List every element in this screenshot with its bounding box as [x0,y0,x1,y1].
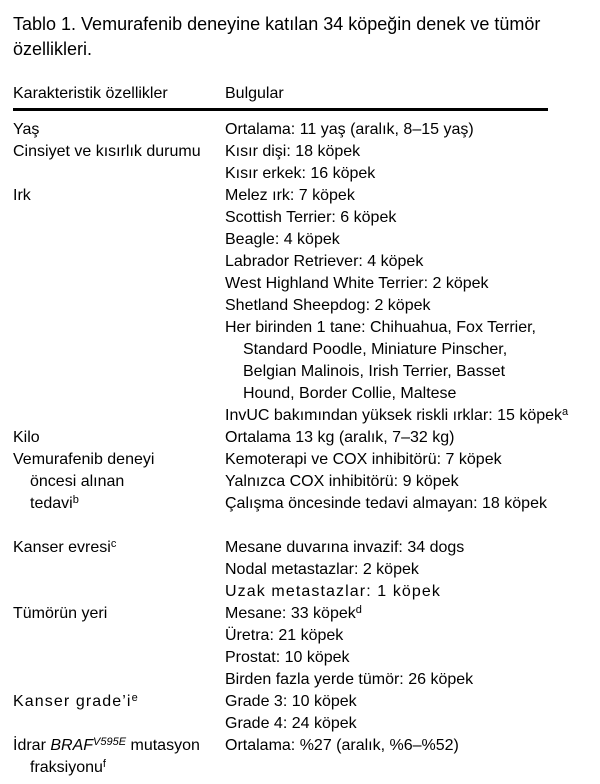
finding-line: Ortalama: %27 (aralık, %6–%52) [225,737,459,754]
row-label: İdrar $BRAF^{V595E}$ mutasyon [13,736,200,754]
finding-line: Prostat: 10 köpek [225,649,350,666]
finding-line: Mesane: 33 köpek$^d$ [225,604,362,622]
table-caption: Tablo 1. Vemurafenib deneyine katılan 34 köpeğin denek ve tümör özellikleri. [13,14,541,59]
finding-line: West Highland White Terrier: 2 köpek [225,275,489,292]
finding-line: Belgian Malinois, Irish Terrier, Basset [243,363,506,380]
table-header-row [13,83,592,105]
finding-line: Grade 3: 10 köpek [225,693,357,710]
finding-line: Ortalama: 11 yaş (aralık, 8–15 yaş) [225,121,474,138]
finding-line: Çalışma öncesinde tedavi almayan: 18 köpek [225,495,547,512]
finding-line: Standard Poodle, Miniature Pinscher, [243,341,508,358]
footnote-marker-e: e [131,692,139,705]
finding-line: Labrador Retriever: 4 köpek [225,253,424,270]
finding-line: Üretra: 21 köpek [225,627,344,644]
table-body [13,111,592,779]
table-row-braf-mutation [13,735,592,779]
row-label: tedavi$^b$ [30,494,79,512]
row-label: öncesi alınan [30,473,125,490]
column-header-characteristics: Karakteristik özellikler [13,85,168,102]
table-row-tumor-location [13,603,592,691]
finding-line: Nodal metastazlar: 2 köpek [225,561,419,578]
row-label: Kanser evresi$^c$ [13,538,117,556]
table-row-weight [13,427,592,449]
finding-line: Scottish Terrier: 6 köpek [225,209,397,226]
table-row-sex [13,141,592,185]
footnote-marker-c: c [110,538,117,551]
finding-line: Hound, Border Collie, Maltese [243,385,457,402]
table-row-cancer-stage [13,537,592,603]
finding-line: Birden fazla yerde tümör: 26 köpek [225,671,474,688]
finding-line: Her birinden 1 tane: Chihuahua, Fox Terrier, [225,319,536,336]
row-label: Kilo [13,429,40,446]
row-label: Vemurafenib deneyi [13,451,155,468]
mutation-variant-superscript: V595E [93,736,127,749]
table-row-age [13,119,592,141]
footnote-marker-b: b [72,494,79,507]
row-label: Tümörün yeri [13,605,108,622]
finding-line: Kısır erkek: 16 köpek [225,165,376,182]
finding-line: Beagle: 4 köpek [225,231,340,248]
table-row-breed [13,185,592,427]
footnote-marker-a: a [562,406,569,419]
finding-line: Uzak metastazlar: 1 köpek [225,583,442,600]
gene-name: BRAF [50,737,94,754]
row-label: Cinsiyet ve kısırlık durumu [13,143,201,160]
finding-line: Grade 4: 24 köpek [225,715,357,732]
finding-line: Shetland Sheepdog: 2 köpek [225,297,431,314]
finding-line: Kemoterapi ve COX inhibitörü: 7 köpek [225,451,502,468]
column-header-findings: Bulgular [225,85,284,102]
table-row-cancer-grade [13,691,592,735]
table-row-prior-treatment [13,449,592,515]
row-label: Kanser $grade’i^e$ [13,692,139,710]
finding-line: Ortalama 13 kg (aralık, 7–32 kg) [225,429,455,446]
footnote-marker-f: f [102,758,106,771]
row-label: fraksiyonu$^f$ [30,758,106,776]
finding-line: InvUC bakımından yüksek riskli ırklar: 15 köpek$^a$ [225,406,569,424]
row-label: Irk [13,187,31,204]
row-label: Yaş [13,121,40,138]
footnote-marker-d: d [355,604,362,617]
finding-line: Mesane duvarına invazif: 34 dogs [225,539,465,556]
finding-line: Kısır dişi: 18 köpek [225,143,361,160]
finding-line: Melez ırk: 7 köpek [225,187,355,204]
finding-line: Yalnızca COX inhibitörü: 9 köpek [225,473,459,490]
